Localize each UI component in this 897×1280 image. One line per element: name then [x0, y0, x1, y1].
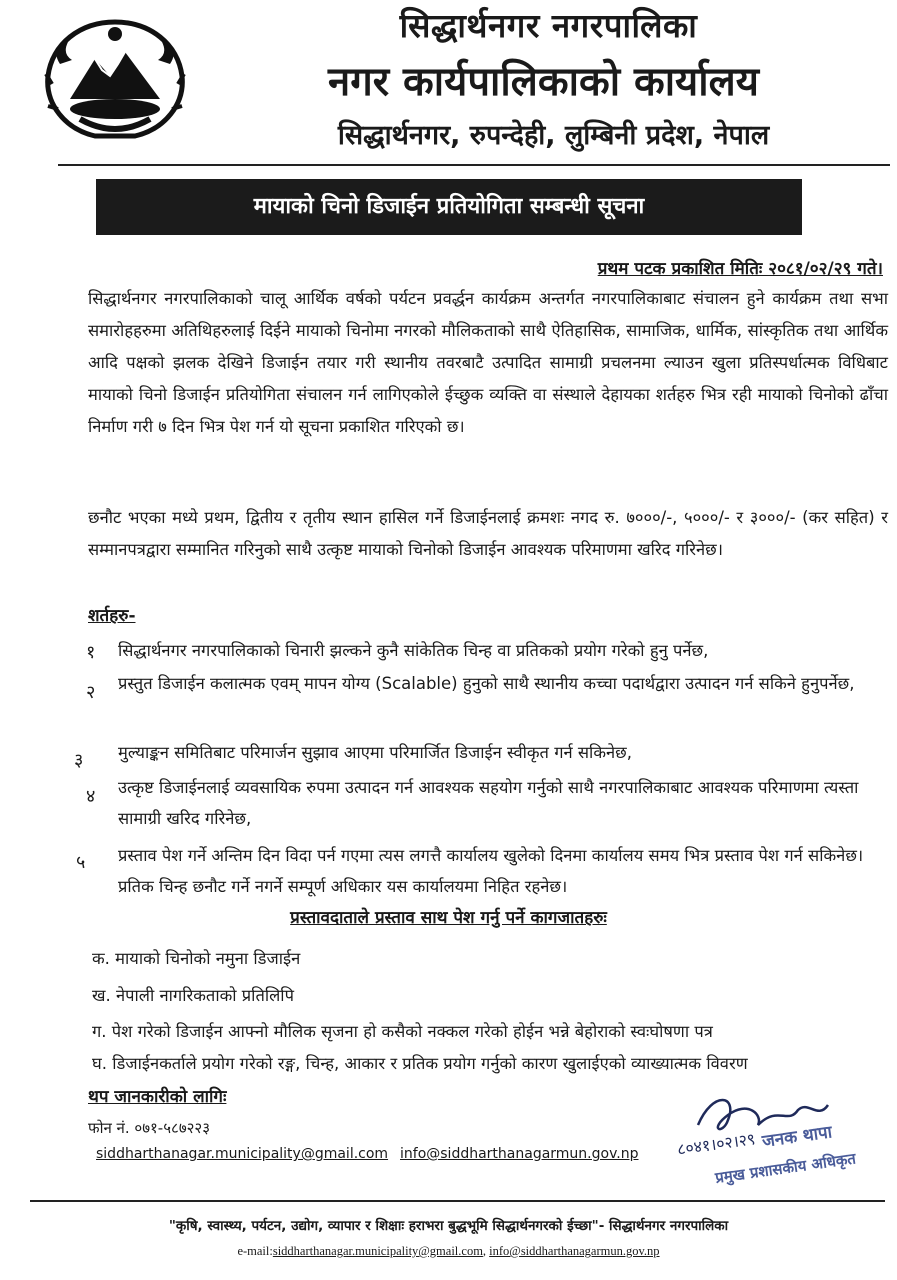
- notice-title-banner: मायाको चिनो डिजाईन प्रतियोगिता सम्बन्धी सूचना: [96, 179, 802, 235]
- signature-date: ८०४१।०२।२९: [675, 1129, 757, 1159]
- municipality-name: सिद्धार्थनगर नगरपालिका: [399, 6, 698, 45]
- condition-item: सिद्धार्थनगर नगरपालिकाको चिनारी झल्कने कुनै सांकेतिक चिन्ह वा प्रतिकको प्रयोग गरेको हुनु पर्नेछ,: [118, 641, 709, 660]
- condition-item: मुल्याङ्कन समितिबाट परिमार्जन सुझाव आएमा परिमार्जित डिजाईन स्वीकृत गर्न सकिनेछ,: [118, 743, 632, 762]
- footer-email-gmail[interactable]: siddharthanagar.municipality@gmail.com: [272, 1244, 483, 1258]
- condition-number: ५: [76, 852, 86, 873]
- signatory-title: प्रमुख प्रशासकीय अधिकृत: [714, 1149, 857, 1187]
- email-link-gmail[interactable]: siddharthanagar.municipality@gmail.com: [96, 1146, 389, 1162]
- document-item: क. मायाको चिनोको नमुना डिजाईन: [92, 949, 301, 968]
- condition-number: २: [86, 682, 96, 703]
- email-link-official[interactable]: info@siddharthanagarmun.gov.np: [400, 1146, 639, 1162]
- nepal-emblem-logo: [40, 14, 190, 144]
- signatory-name: जनक थापा: [760, 1122, 834, 1152]
- conditions-heading: शर्तहरु-: [88, 606, 136, 626]
- signature-block: [668, 1085, 868, 1195]
- contact-heading: थप जानकारीको लागिः: [88, 1087, 227, 1107]
- footer-email-official[interactable]: info@siddharthanagarmun.gov.np: [489, 1244, 660, 1258]
- footer-email-label: e-mail:: [237, 1244, 273, 1258]
- documents-heading: प्रस्तावदाताले प्रस्ताव साथ पेश गर्नु पर्ने कागजातहरुः: [290, 908, 607, 928]
- condition-item: प्रस्तुत डिजाईन कलात्मक एवम् मापन योग्य (Scalable) हुनुको साथै स्थानीय कच्चा पदार्थद्वारा उत्पादन गर्न सकिने हुनुपर्नेछ,: [118, 674, 855, 693]
- document-item: घ. डिजाईनकर्ताले प्रयोग गरेको रङ्ग, चिन्ह, आकार र प्रतिक प्रयोग गर्नुको कारण खुलाईएको व्याख्यात्मक विवरण: [92, 1054, 748, 1073]
- phone-number: फोन नं. ०७१-५८७२२३: [88, 1119, 211, 1137]
- condition-item: उत्कृष्ट डिजाईनलाई व्यवसायिक रुपमा उत्पादन गर्न आवश्यक सहयोग गर्नुको साथै नगरपालिकाबाट आवश्यक परिमाणमा त्यस्ता सामाग्री खरिद गरिनेछ,: [118, 778, 859, 828]
- published-date: प्रथम पटक प्रकाशित मितिः २०८१/०२/२९ गते।: [597, 259, 883, 279]
- condition-number: ३: [74, 750, 84, 771]
- footer-divider: [30, 1200, 885, 1202]
- office-address: सिद्धार्थनगर, रुपन्देही, लुम्बिनी प्रदेश, नेपाल: [337, 120, 770, 151]
- condition-number: ४: [86, 786, 96, 807]
- notice-paragraph-2: छनौट भएका मध्ये प्रथम, द्वितीय र तृतीय स्थान हासिल गर्ने डिजाईनलाई क्रमशः नगद रु. ७०००/-, ५०००/- र ३०००/- (कर सहित) र सम्मानपत्रद्वारा सम्मानित गरिनुको साथै उत्कृष्ट मायाको चिनोको डिजाईन आवश्यक परिमाणमा खरिद गरिनेछ।: [88, 508, 888, 559]
- footer-slogan: "कृषि, स्वास्थ्य, पर्यटन, उद्योग, व्यापार र शिक्षाः हराभरा बुद्धभूमि सिद्धार्थनगरको ईच्छा"- सिद्धार्थनगर नगरपालिका: [168, 1218, 729, 1234]
- office-name: नगर कार्यपालिकाको कार्यालय: [328, 59, 759, 105]
- condition-item: प्रस्ताव पेश गर्ने अन्तिम दिन विदा पर्न गएमा त्यस लगत्तै कार्यालय खुलेको दिनमा कार्यालय समय भित्र प्रस्ताव पेश गर्न सकिनेछ। प्रतिक चिन्ह छनौट गर्ने नगर्ने सम्पूर्ण अधिकार यस कार्यालयमा निहित रहनेछ।: [118, 846, 864, 896]
- footer-emails: [0, 1244, 897, 1259]
- document-item: ग. पेश गरेको डिजाईन आफ्नो मौलिक सृजना हो कसैको नक्कल गरेको होईन भन्ने बेहोराको स्वःघोषणा पत्र: [92, 1022, 713, 1041]
- document-item: ख. नेपाली नागरिकताको प्रतिलिपि: [92, 986, 294, 1005]
- condition-number: १: [86, 642, 96, 663]
- footer-email-separator: ,: [482, 1244, 490, 1258]
- notice-paragraph-1: सिद्धार्थनगर नगरपालिकाको चालू आर्थिक वर्षको पर्यटन प्रवर्द्धन कार्यक्रम अन्तर्गत नगरपालिकाबाट संचालन हुने कार्यक्रम तथा सभा समारोहहरुमा अतिथिहरुलाई दिईने मायाको चिनोमा नगरको मौलिकताको साथै ऐतिहासिक, सामाजिक, धार्मिक, सांस्कृतिक तथा आर्थिक आदि पक्षको झलक देखिने डिजाईन तयार गरी स्थानीय तवरबाटै उत्पादित सामाग्री प्रचलनमा ल्याउन खुला प्रतिस्पर्धात्मक विधिबाट मायाको चिनो डिजाईन प्रतियोगिता संचालन गर्न लागिएकोले ईच्छुक व्यक्ति वा संस्थाले देहायका शर्तहरु भित्र रही मायाको चिनोको ढाँचा निर्माण गरी ७ दिन भित्र पेश गर्न यो सूचना प्रकाशित गरिएको छ।: [88, 289, 888, 436]
- header-divider: [58, 164, 890, 166]
